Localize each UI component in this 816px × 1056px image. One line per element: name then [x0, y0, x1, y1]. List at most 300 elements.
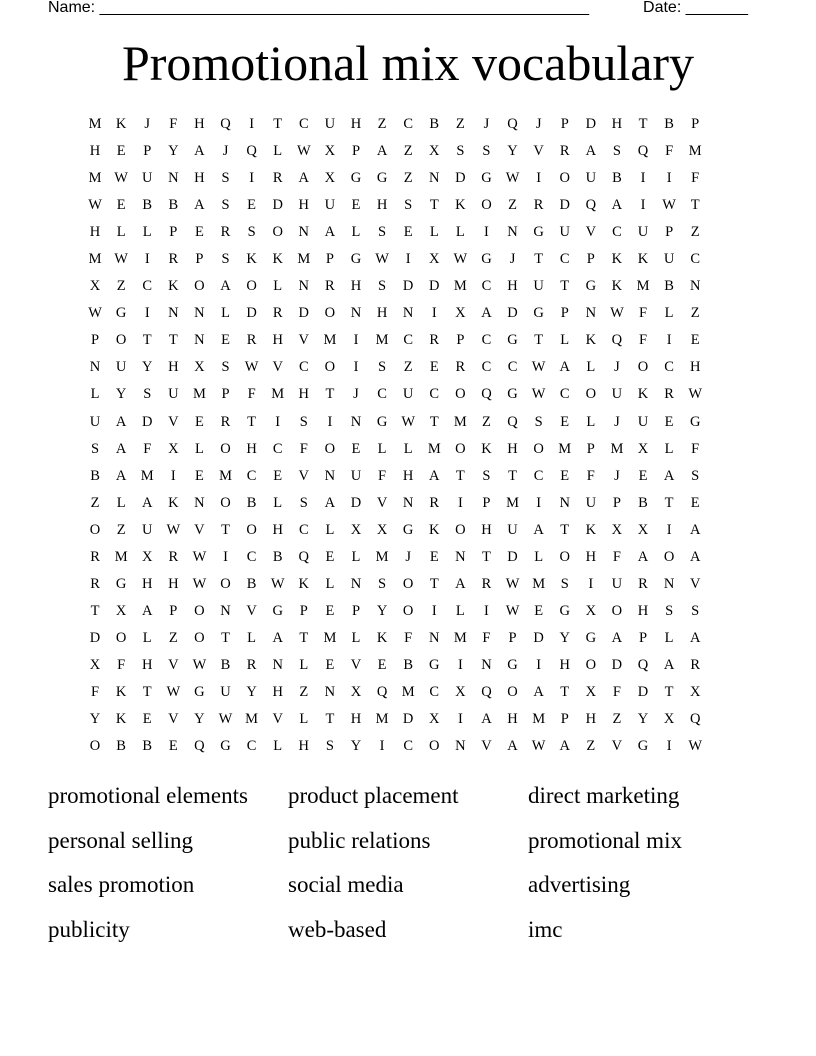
grid-letter: D	[246, 305, 257, 322]
grid-letter: K	[168, 494, 179, 511]
grid-letter: T	[534, 332, 544, 349]
grid-letter: A	[689, 548, 701, 565]
grid-letter: W	[88, 305, 102, 322]
grid-letter: M	[140, 467, 154, 484]
page-title: Promotional mix vocabulary	[121, 35, 695, 91]
grid-letter: Z	[90, 494, 100, 511]
grid-letter: H	[89, 224, 101, 241]
grid-letter: N	[194, 305, 205, 322]
grid-letter: E	[664, 413, 674, 430]
grid-letter: P	[351, 143, 361, 160]
grid-letter: L	[664, 305, 674, 322]
grid-letter: O	[115, 332, 127, 349]
grid-letter: L	[142, 629, 152, 646]
grid-letter: S	[482, 467, 491, 484]
grid-letter: G	[376, 413, 388, 430]
grid-letter: I	[431, 602, 437, 619]
grid-letter: I	[536, 656, 542, 673]
grid-letter: Z	[690, 305, 700, 322]
grid-letter: U	[559, 224, 570, 241]
grid-letter: A	[272, 629, 283, 646]
grid-letter: D	[402, 711, 414, 728]
grid-letter: Q	[507, 413, 518, 430]
grid-letter: G	[637, 738, 649, 755]
grid-letter: Q	[376, 684, 388, 700]
grid-letter: L	[221, 305, 230, 322]
grid-letter: Z	[482, 413, 491, 430]
grid-letter: C	[298, 116, 309, 133]
grid-letter: X	[168, 440, 179, 457]
word-bank-item: promotional mix	[528, 827, 682, 853]
grid-letter: T	[664, 494, 674, 511]
word-bank-item: promotional elements	[48, 783, 248, 808]
grid-letter: E	[403, 224, 413, 241]
grid-letter: A	[115, 440, 127, 457]
grid-letter: H	[481, 521, 492, 538]
grid-letter: G	[194, 684, 205, 700]
grid-letter: A	[507, 738, 518, 755]
grid-letter: O	[585, 386, 597, 403]
grid-letter: K	[637, 386, 649, 403]
grid-letter: S	[299, 413, 308, 430]
grid-letter: P	[612, 494, 621, 511]
grid-letter: U	[663, 251, 675, 268]
grid-letter: U	[168, 386, 179, 403]
grid-letter: T	[482, 548, 491, 565]
grid-letter: H	[298, 738, 310, 755]
grid-letter: W	[401, 413, 416, 430]
grid-letter: J	[405, 548, 411, 565]
grid-letter: T	[221, 629, 230, 646]
grid-letter: X	[89, 278, 101, 295]
grid-letter: W	[166, 684, 181, 700]
grid-letter: A	[611, 629, 623, 646]
grid-letter: U	[220, 684, 231, 700]
grid-letter: X	[194, 359, 205, 376]
grid-letter: O	[324, 305, 336, 322]
grid-letter: L	[325, 521, 335, 538]
grid-letter: L	[351, 224, 361, 241]
word-bank-item: social media	[288, 872, 404, 897]
grid-letter: F	[169, 116, 178, 133]
grid-letter: B	[90, 467, 100, 484]
grid-letter: I	[249, 170, 255, 187]
grid-letter: R	[90, 575, 100, 592]
grid-letter: Y	[115, 386, 127, 403]
grid-letter: Q	[481, 386, 492, 403]
grid-letter: M	[636, 278, 650, 295]
grid-letter: T	[508, 467, 517, 484]
grid-letter: M	[375, 332, 389, 349]
grid-letter: D	[350, 494, 362, 511]
grid-letter: F	[404, 629, 413, 646]
grid-letter: I	[666, 170, 672, 187]
grid-letter: E	[377, 656, 387, 673]
grid-letter: N	[429, 170, 440, 187]
grid-letter: T	[664, 684, 674, 700]
grid-letter: D	[559, 197, 570, 214]
grid-letter: G	[585, 278, 597, 295]
grid-letter: L	[377, 440, 387, 457]
grid-letter: H	[350, 278, 362, 295]
grid-letter: C	[246, 548, 257, 565]
grid-letter: G	[272, 602, 283, 619]
grid-letter: N	[559, 494, 570, 511]
grid-letter: F	[638, 332, 648, 349]
grid-letter: M	[453, 629, 467, 646]
grid-letter: A	[194, 143, 205, 160]
grid-letter: B	[272, 548, 283, 565]
grid-letter: M	[453, 413, 467, 430]
grid-letter: Y	[141, 359, 153, 376]
grid-letter: X	[663, 711, 675, 728]
grid-letter: E	[638, 467, 648, 484]
grid-letter: R	[455, 359, 466, 376]
grid-letter: N	[350, 413, 362, 430]
grid-letter: O	[220, 575, 231, 592]
grid-letter: L	[299, 711, 309, 728]
grid-letter: O	[324, 440, 336, 457]
grid-letter: F	[91, 684, 100, 700]
grid-letter: K	[115, 684, 127, 700]
grid-letter: B	[664, 116, 674, 133]
grid-letter: R	[429, 494, 440, 511]
grid-letter: E	[194, 224, 204, 241]
grid-letter: J	[614, 413, 620, 430]
grid-letter: S	[221, 170, 230, 187]
grid-letter: N	[168, 170, 179, 187]
grid-letter: U	[637, 413, 649, 430]
grid-letter: Z	[116, 278, 126, 295]
grid-letter: I	[405, 251, 411, 268]
grid-letter: H	[585, 711, 597, 728]
grid-letter: H	[272, 521, 283, 538]
grid-letter: S	[378, 575, 387, 592]
grid-letter: R	[90, 548, 100, 565]
grid-letter: U	[585, 494, 597, 511]
grid-letter: M	[323, 332, 337, 349]
grid-letter: O	[89, 738, 101, 755]
grid-letter: X	[429, 711, 440, 728]
grid-letter: S	[378, 278, 387, 295]
grid-letter: T	[455, 467, 465, 484]
grid-letter: U	[611, 386, 623, 403]
grid-letter: G	[350, 251, 362, 268]
grid-letter: W	[531, 738, 546, 755]
grid-letter: E	[325, 602, 335, 619]
grid-letter: A	[324, 494, 336, 511]
grid-letter: O	[429, 738, 440, 755]
grid-letter: M	[453, 278, 467, 295]
grid-letter: C	[559, 251, 570, 268]
grid-letter: P	[169, 602, 178, 619]
grid-letter: S	[221, 251, 230, 268]
grid-letter: I	[666, 738, 672, 755]
grid-letter: B	[403, 656, 413, 673]
grid-letter: X	[350, 521, 362, 538]
word-bank-item: web-based	[288, 916, 387, 942]
grid-letter: L	[664, 440, 674, 457]
grid-letter: F	[691, 170, 700, 187]
grid-letter: D	[455, 170, 466, 187]
grid-letter: H	[246, 440, 257, 457]
date-field-label: Date: _______	[643, 0, 748, 16]
grid-letter: C	[481, 332, 492, 349]
word-bank-item: public relations	[288, 827, 431, 853]
grid-letter: A	[324, 224, 336, 241]
grid-letter: Q	[194, 738, 205, 755]
grid-letter: U	[637, 224, 649, 241]
grid-letter: A	[559, 738, 570, 755]
grid-letter: X	[141, 548, 153, 565]
grid-letter: B	[168, 197, 179, 214]
grid-letter: X	[350, 684, 362, 700]
word-bank-item: imc	[528, 916, 563, 942]
grid-letter: E	[429, 548, 439, 565]
grid-letter: C	[664, 359, 674, 376]
grid-letter: V	[376, 494, 388, 511]
grid-letter: E	[560, 413, 570, 430]
grid-letter: U	[115, 359, 127, 376]
grid-letter: A	[481, 711, 492, 728]
grid-letter: I	[666, 521, 672, 538]
grid-letter: E	[194, 413, 204, 430]
grid-letter: S	[456, 143, 465, 160]
grid-letter: T	[429, 197, 439, 214]
grid-letter: I	[666, 332, 672, 349]
grid-letter: K	[611, 251, 623, 268]
grid-letter: T	[534, 251, 544, 268]
grid-letter: Z	[299, 684, 309, 700]
grid-letter: Z	[168, 629, 178, 646]
grid-letter: J	[353, 386, 359, 403]
grid-letter: O	[246, 278, 257, 295]
grid-letter: H	[194, 116, 205, 133]
grid-letter: O	[246, 521, 257, 538]
grid-letter: J	[222, 143, 229, 160]
grid-letter: D	[585, 116, 597, 133]
grid-letter: C	[403, 738, 413, 755]
grid-letter: C	[429, 386, 440, 403]
grid-letter: B	[116, 738, 126, 755]
grid-letter: F	[143, 440, 152, 457]
grid-letter: C	[481, 359, 492, 376]
grid-letter: S	[482, 143, 491, 160]
grid-letter: C	[403, 116, 413, 133]
grid-letter: R	[168, 548, 179, 565]
grid-letter: O	[455, 386, 466, 403]
grid-letter: S	[534, 413, 543, 430]
grid-letter: V	[533, 143, 544, 160]
grid-letter: X	[324, 143, 336, 160]
grid-letter: R	[220, 413, 231, 430]
grid-letter: K	[298, 575, 310, 592]
grid-letter: A	[689, 629, 701, 646]
grid-letter: L	[116, 224, 126, 241]
grid-letter: X	[585, 602, 597, 619]
grid-letter: G	[507, 332, 518, 349]
grid-letter: O	[402, 602, 414, 619]
grid-letter: K	[611, 278, 623, 295]
grid-letter: P	[482, 494, 491, 511]
grid-letter: D	[507, 305, 518, 322]
grid-letter: W	[505, 602, 520, 619]
grid-letter: B	[638, 494, 648, 511]
grid-letter: I	[457, 711, 463, 728]
grid-letter: U	[611, 575, 623, 592]
grid-letter: G	[533, 224, 544, 241]
grid-letter: F	[247, 386, 256, 403]
grid-letter: N	[324, 684, 336, 700]
grid-letter: M	[375, 711, 389, 728]
grid-letter: V	[194, 521, 205, 538]
grid-letter: E	[168, 738, 178, 755]
grid-letter: O	[533, 440, 544, 457]
grid-letter: S	[378, 359, 387, 376]
grid-letter: O	[559, 548, 570, 565]
grid-letter: P	[586, 440, 595, 457]
grid-letter: W	[505, 170, 520, 187]
grid-letter: I	[457, 656, 463, 673]
grid-letter: N	[350, 305, 362, 322]
grid-letter: X	[585, 684, 597, 700]
grid-letter: V	[168, 711, 179, 728]
grid-letter: W	[114, 251, 128, 268]
grid-letter: A	[559, 359, 570, 376]
grid-letter: I	[640, 197, 646, 214]
grid-letter: E	[351, 440, 361, 457]
grid-letter: W	[192, 548, 207, 565]
grid-letter: C	[246, 738, 257, 755]
grid-letter: H	[350, 116, 362, 133]
grid-letter: D	[298, 305, 310, 322]
grid-letter: E	[429, 359, 439, 376]
grid-letter: O	[559, 170, 570, 187]
grid-letter: N	[272, 656, 283, 673]
grid-letter: P	[456, 332, 465, 349]
grid-letter: H	[298, 386, 310, 403]
grid-letter: K	[168, 278, 179, 295]
grid-letter: O	[585, 656, 597, 673]
grid-letter: S	[560, 575, 569, 592]
grid-letter: P	[221, 386, 230, 403]
grid-letter: Y	[507, 143, 518, 160]
grid-letter: C	[429, 684, 440, 700]
grid-letter: R	[481, 575, 492, 592]
grid-letter: R	[272, 170, 283, 187]
grid-letter: N	[585, 305, 597, 322]
grid-letter: D	[429, 278, 440, 295]
grid-letter: Q	[298, 548, 310, 565]
grid-letter: N	[298, 278, 310, 295]
grid-letter: Z	[690, 224, 700, 241]
grid-letter: T	[325, 711, 335, 728]
grid-letter: A	[220, 278, 231, 295]
grid-letter: M	[558, 440, 572, 457]
grid-letter: V	[168, 413, 179, 430]
grid-letter: M	[219, 467, 232, 484]
grid-letter: T	[429, 575, 439, 592]
grid-letter: Q	[220, 116, 231, 133]
grid-letter: K	[115, 116, 127, 133]
grid-letter: Z	[403, 359, 413, 376]
grid-letter: B	[612, 170, 622, 187]
grid-letter: G	[481, 170, 492, 187]
grid-letter: D	[507, 548, 518, 565]
grid-letter: A	[611, 197, 623, 214]
grid-letter: Q	[637, 143, 649, 160]
grid-letter: A	[141, 602, 153, 619]
grid-letter: R	[690, 656, 701, 673]
grid-letter: R	[638, 575, 648, 592]
grid-letter: O	[115, 629, 127, 646]
grid-letter: L	[247, 629, 257, 646]
grid-letter: V	[298, 332, 310, 349]
grid-letter: F	[665, 143, 674, 160]
grid-letter: L	[273, 143, 283, 160]
grid-letter: C	[533, 467, 544, 484]
grid-letter: M	[88, 170, 102, 187]
grid-letter: H	[141, 575, 153, 592]
grid-letter: P	[586, 251, 595, 268]
grid-letter: D	[272, 197, 283, 214]
grid-letter: W	[88, 197, 102, 214]
grid-letter: N	[481, 656, 492, 673]
grid-letter: A	[115, 413, 127, 430]
grid-letter: I	[457, 494, 463, 511]
grid-letter: Q	[637, 656, 649, 673]
grid-letter: I	[249, 116, 255, 133]
grid-letter: K	[115, 711, 127, 728]
grid-letter: R	[220, 224, 231, 241]
grid-letter: N	[194, 332, 205, 349]
grid-letter: N	[663, 575, 675, 592]
grid-letter: R	[168, 251, 179, 268]
grid-letter: K	[376, 629, 388, 646]
grid-letter: H	[376, 197, 388, 214]
grid-letter: L	[534, 548, 544, 565]
grid-letter: P	[638, 629, 648, 646]
grid-letter: M	[375, 548, 389, 565]
grid-letter: J	[144, 116, 151, 133]
grid-letter: W	[531, 386, 546, 403]
grid-letter: Z	[116, 521, 126, 538]
grid-letter: L	[351, 548, 361, 565]
grid-letter: H	[637, 602, 649, 619]
grid-letter: I	[353, 359, 359, 376]
grid-letter: L	[273, 494, 283, 511]
grid-letter: R	[272, 305, 283, 322]
grid-letter: X	[637, 521, 649, 538]
grid-letter: G	[220, 738, 231, 755]
grid-letter: I	[275, 413, 281, 430]
grid-letter: G	[559, 602, 570, 619]
grid-letter: R	[246, 656, 257, 673]
grid-letter: K	[481, 440, 492, 457]
grid-letter: U	[533, 278, 544, 295]
word-bank-item: sales promotion	[48, 872, 195, 897]
grid-letter: O	[455, 521, 466, 538]
grid-letter: U	[324, 197, 336, 214]
grid-letter: R	[533, 197, 544, 214]
grid-letter: W	[531, 359, 546, 376]
grid-letter: S	[221, 359, 230, 376]
grid-letter: I	[353, 332, 359, 349]
grid-letter: U	[141, 170, 153, 187]
grid-letter: E	[325, 656, 335, 673]
grid-letter: I	[536, 494, 542, 511]
grid-letter: H	[298, 197, 310, 214]
